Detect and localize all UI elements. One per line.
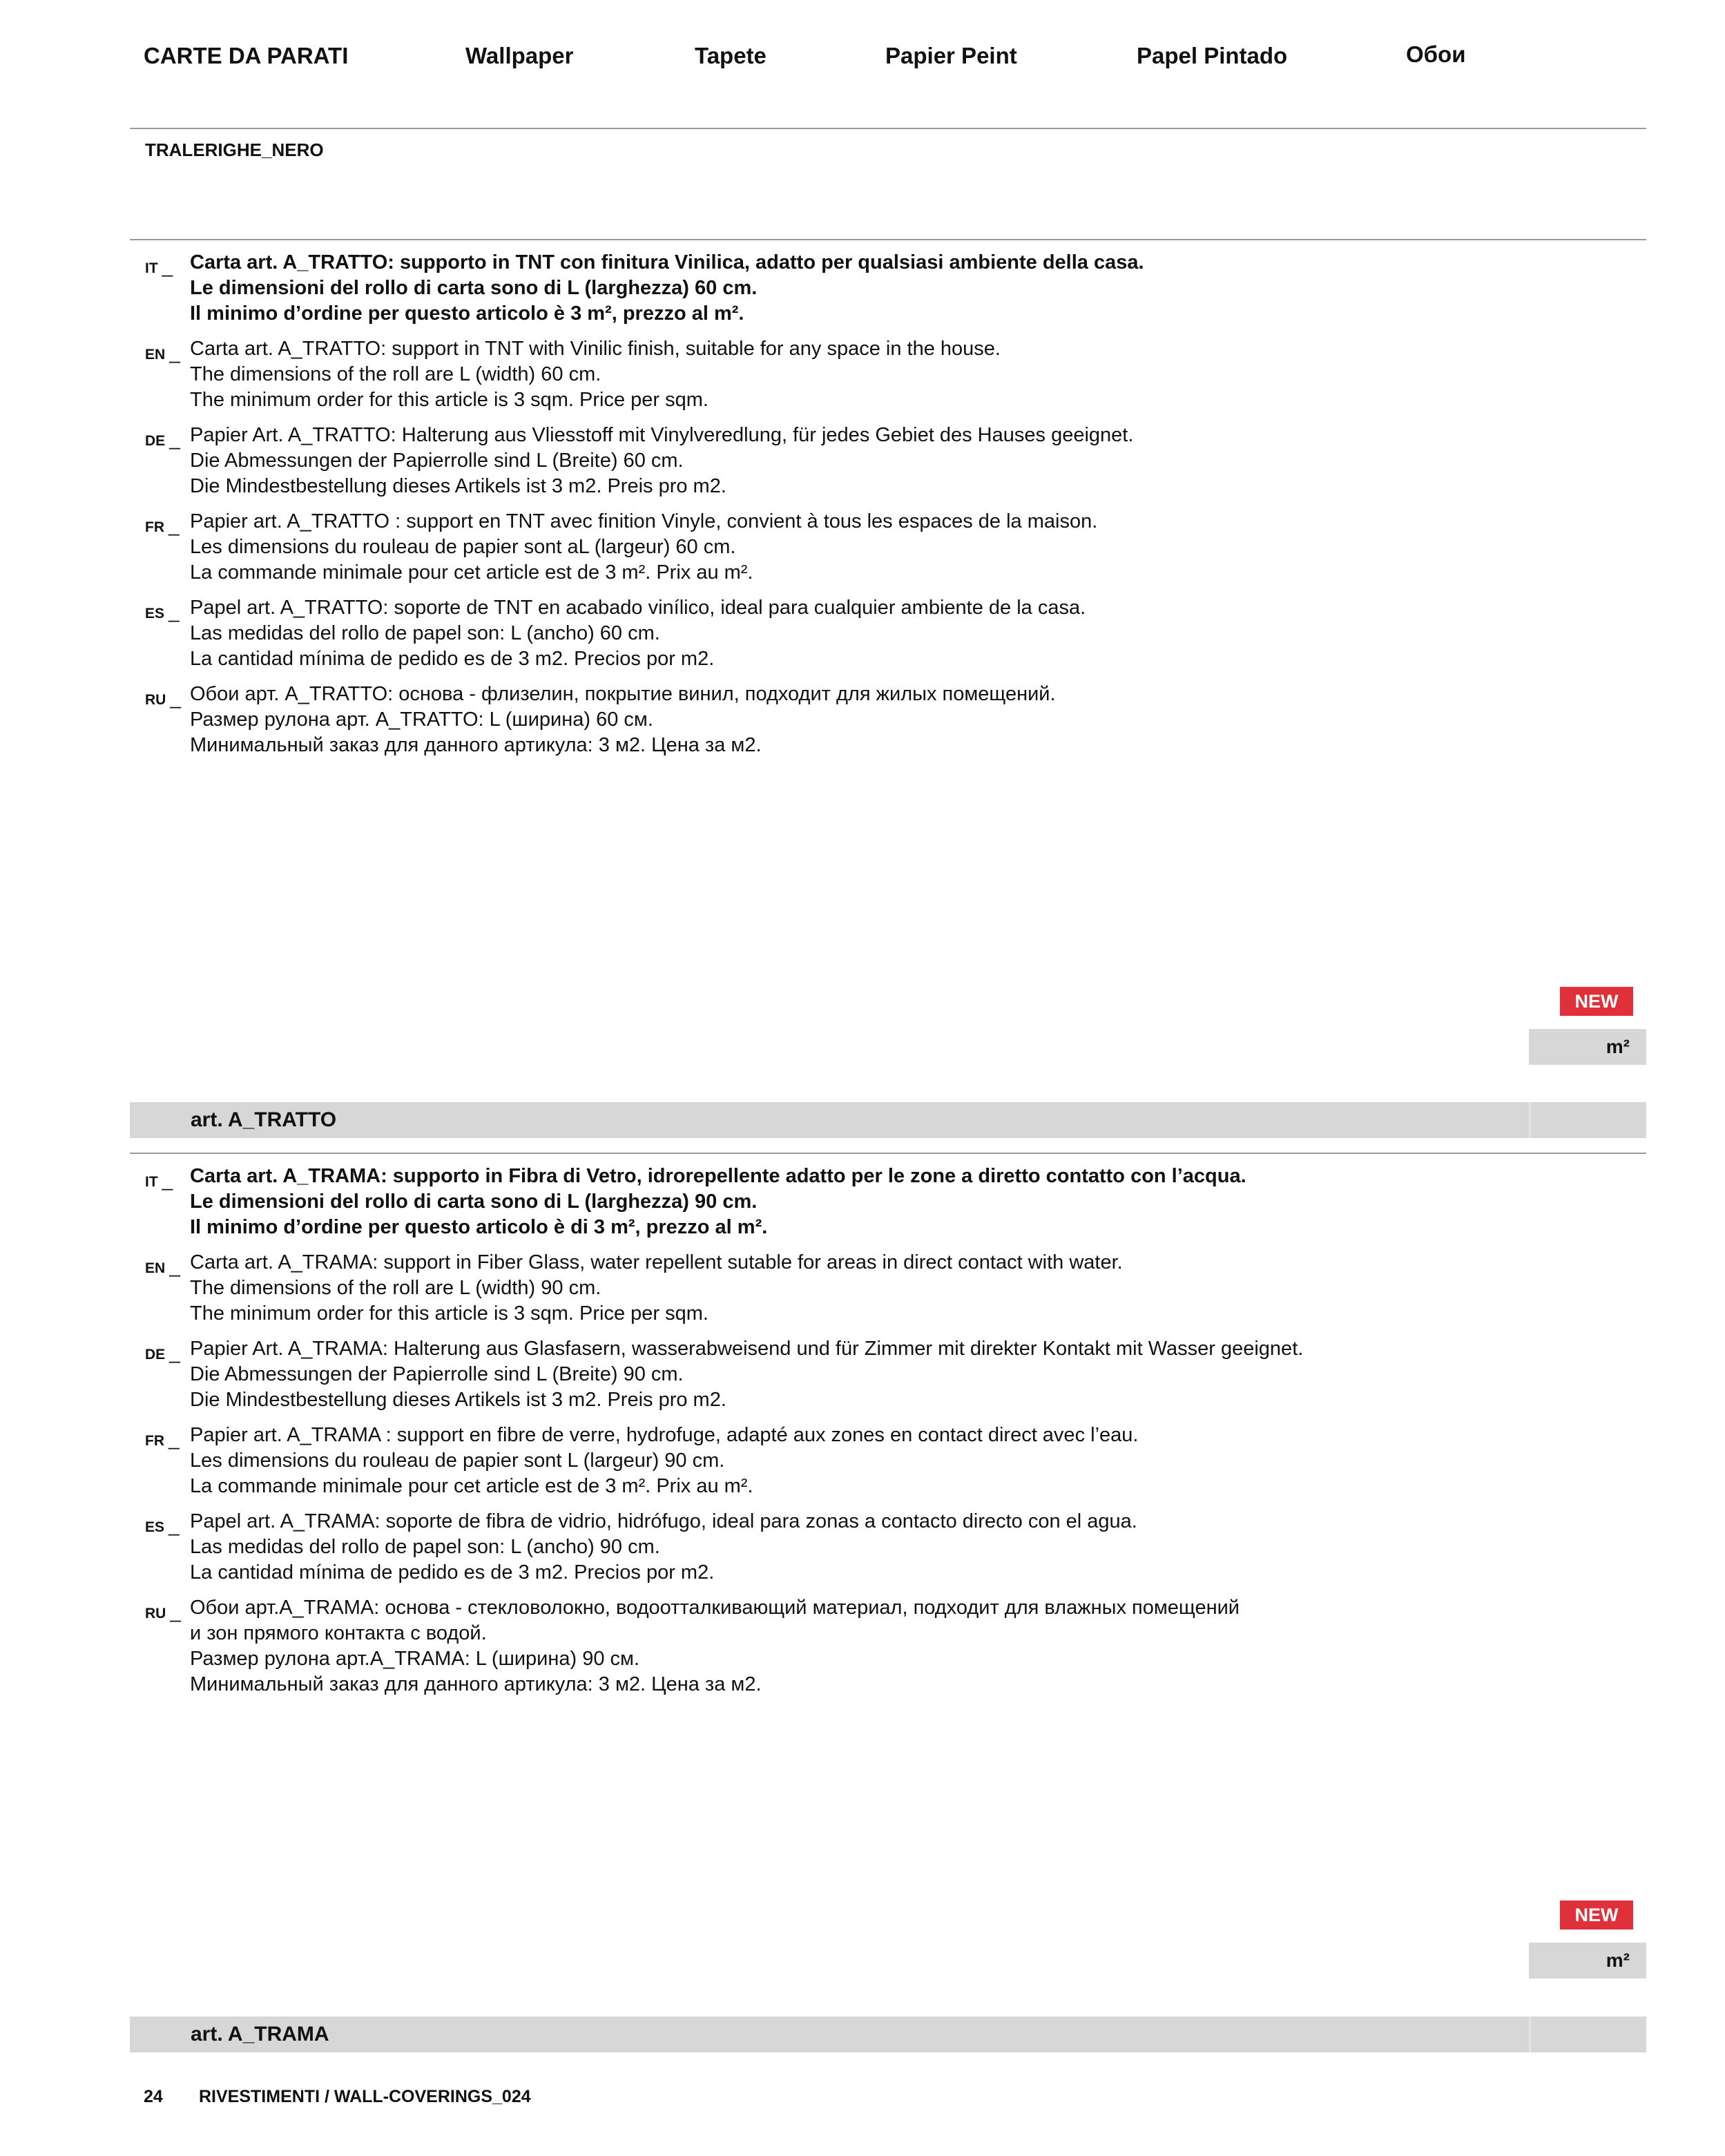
desc-line: Обои арт. A_TRATTO: основа - флизелин, покрытие винил, подходит для жилых помещений.: [190, 683, 1056, 705]
bar-separator: [1529, 2017, 1531, 2052]
desc-line: Carta art. A_TRATTO: supporto in TNT con finitura Vinilica, adatto per qualsiasi ambiente della casa.: [190, 251, 1144, 273]
lang-code: ES: [145, 606, 165, 622]
desc-es: ES _ Papel art. A_TRATTO: soporte de TNT en acabado vinílico, ideal para cualquier ambiente de la casa. Las medidas del rollo de papel son: L (ancho) 60 cm. La cantidad mínima de pedido es de 3 m2. Precios por m2.: [145, 595, 1595, 672]
desc-line: Минимальный заказ для данного артикула: 3 м2. Цена за м2.: [190, 734, 762, 756]
lang-code: EN: [145, 347, 166, 363]
bar-separator: [1529, 1102, 1531, 1138]
lang-code: RU: [145, 692, 166, 708]
header-es: Papel Pintado: [1137, 43, 1288, 68]
desc-line: Il minimo d’ordine per questo articolo è di 3 m², prezzo al m².: [190, 1216, 768, 1238]
desc-line: и зон прямого контакта с водой.: [190, 1622, 487, 1644]
desc-line: Papel art. A_TRAMA: soporte de fibra de vidrio, hidrófugo, ideal para zonas a contacto directo con el agua.: [190, 1510, 1137, 1532]
desc-line: La cantidad mínima de pedido es de 3 m2. Precios por m2.: [190, 1561, 715, 1584]
desc-line: Les dimensions du rouleau de papier sont aL (largeur) 60 cm.: [190, 536, 736, 558]
lang-code: DE: [145, 1347, 166, 1363]
header-divider: [130, 128, 1646, 129]
desc-line: Papier Art. A_TRATTO: Halterung aus Vliesstoff mit Vinylveredlung, für jedes Gebiet des Hauses geeignet.: [190, 424, 1134, 446]
desc-line: Papier Art. A_TRAMA: Halterung aus Glasfasern, wasserabweisend und für Zimmer mit direkter Kontakt mit Wasser geeignet.: [190, 1338, 1304, 1360]
desc-line: The dimensions of the roll are L (width) 60 cm.: [190, 363, 601, 385]
desc-line: Обои арт.A_TRAMA: основа - стекловолокно, водоотталкивающий материал, подходит для влажных помещений: [190, 1597, 1240, 1619]
desc-en: EN _ Carta art. A_TRATTO: support in TNT with Vinilic finish, suitable for any space in the house. The dimensions of the roll are L (width) 60 cm. The minimum order for this article is 3 sqm. Price per sqm.: [145, 336, 1595, 413]
desc-line: Минимальный заказ для данного артикула: 3 м2. Цена за м2.: [190, 1673, 762, 1695]
desc-line: Le dimensioni del rollo di carta sono di L (larghezza) 60 cm.: [190, 277, 758, 299]
lang-code: IT: [145, 260, 158, 276]
desc-line: Les dimensions du rouleau de papier sont L (largeur) 90 cm.: [190, 1450, 725, 1472]
desc-line: Die Abmessungen der Papierrolle sind L (Breite) 60 cm.: [190, 450, 684, 472]
desc-line: Die Abmessungen der Papierrolle sind L (Breite) 90 cm.: [190, 1363, 684, 1385]
desc-line: Размер рулона арт.A_TRAMA: L (ширина) 90 см.: [190, 1648, 640, 1670]
article-name: art. A_TRAMA: [191, 2023, 329, 2046]
section-divider: [130, 239, 1646, 240]
desc-en: EN _ Carta art. A_TRAMA: support in Fiber Glass, water repellent sutable for areas in direct contact with water. The dimensions of the roll are L (width) 90 cm. The minimum order for this article is 3 sqm. Price per sqm.: [145, 1250, 1595, 1327]
desc-line: The minimum order for this article is 3 sqm. Price per sqm.: [190, 389, 709, 411]
article-bar-tratto: [130, 1102, 1646, 1138]
desc-es: ES _ Papel art. A_TRAMA: soporte de fibra de vidrio, hidrófugo, ideal para zonas a contacto directo con el agua. Las medidas del rollo de papel son: L (ancho) 90 cm. La cantidad mínima de pedido es de 3 m2. Precios por m2.: [145, 1509, 1595, 1586]
collection-name: TRALERIGHE_NERO: [145, 139, 324, 160]
desc-line: Papel art. A_TRATTO: soporte de TNT en acabado vinílico, ideal para cualquier ambiente de la casa.: [190, 597, 1086, 619]
unit-box: m²: [1529, 1029, 1646, 1065]
desc-line: Papier art. A_TRATTO : support en TNT avec finition Vinyle, convient à tous les espaces de la maison.: [190, 510, 1098, 532]
article-name: art. A_TRATTO: [191, 1108, 337, 1131]
desc-line: Размер рулона арт. A_TRATTO: L (ширина) 60 см.: [190, 709, 653, 731]
article-bar-trama: [130, 2017, 1646, 2052]
desc-line: Las medidas del rollo de papel son: L (ancho) 90 cm.: [190, 1536, 660, 1558]
desc-line: The dimensions of the roll are L (width) 90 cm.: [190, 1277, 601, 1299]
desc-ru: RU _ Обои арт.A_TRAMA: основа - стекловолокно, водоотталкивающий материал, подходит для влажных помещений и зон прямого контакта с водой. Размер рулона арт.A_TRAMA: L (ширина) 90 см. Минимальный заказ для данного артикула: 3 м2. Цена за м2.: [145, 1595, 1595, 1697]
lang-code: IT: [145, 1174, 158, 1190]
header-en: Wallpaper: [465, 43, 574, 68]
desc-de: DE _ Papier Art. A_TRAMA: Halterung aus Glasfasern, wasserabweisend und für Zimmer mit direkter Kontakt mit Wasser geeignet. Die Abmessungen der Papierrolle sind L (Breite) 90 cm. Die Mindestbestellung dieses Artikels ist 3 m2. Preis pro m2.: [145, 1336, 1595, 1413]
section-divider: [130, 1153, 1646, 1154]
desc-line: Carta art. A_TRAMA: support in Fiber Glass, water repellent sutable for areas in direct contact with water.: [190, 1251, 1123, 1273]
header-it: CARTE DA PARATI: [144, 43, 349, 68]
desc-line: La commande minimale pour cet article est de 3 m². Prix au m².: [190, 1475, 753, 1497]
header-ru: Обои: [1406, 41, 1466, 67]
desc-line: Papier art. A_TRAMA : support en fibre de verre, hydrofuge, adapté aux zones en contact direct avec l’eau.: [190, 1424, 1139, 1446]
desc-line: Carta art. A_TRATTO: support in TNT with Vinilic finish, suitable for any space in the house.: [190, 338, 1001, 360]
footer-label: RIVESTIMENTI / WALL-COVERINGS_024: [199, 2087, 531, 2106]
header-de: Tapete: [695, 43, 767, 68]
unit-box: m²: [1529, 1943, 1646, 1979]
desc-fr: FR _ Papier art. A_TRAMA : support en fibre de verre, hydrofuge, adapté aux zones en contact direct avec l’eau. Les dimensions du rouleau de papier sont L (largeur) 90 cm. La commande minimale pour cet article est de 3 m². Prix au m².: [145, 1423, 1595, 1499]
desc-line: Carta art. A_TRAMA: supporto in Fibra di Vetro, idrorepellente adatto per le zone a diretto contatto con l’acqua.: [190, 1165, 1246, 1187]
desc-it: IT _ Carta art. A_TRAMA: supporto in Fibra di Vetro, idrorepellente adatto per le zone a diretto contatto con l’acqua. Le dimensioni del rollo di carta sono di L (larghezza) 90 cm. Il minimo d’ordine per questo articolo è di 3 m², prezzo al m².: [145, 1164, 1595, 1240]
desc-fr: FR _ Papier art. A_TRATTO : support en TNT avec finition Vinyle, convient à tous les espaces de la maison. Les dimensions du rouleau de papier sont aL (largeur) 60 cm. La commande minimale pour cet article est de 3 m². Prix au m².: [145, 509, 1595, 586]
description-block-tratto: [145, 250, 1595, 768]
lang-code: FR: [145, 1433, 164, 1449]
desc-line: La cantidad mínima de pedido es de 3 m2. Precios por m2.: [190, 648, 715, 670]
desc-line: The minimum order for this article is 3 sqm. Price per sqm.: [190, 1302, 709, 1325]
desc-de: DE _ Papier Art. A_TRATTO: Halterung aus Vliesstoff mit Vinylveredlung, für jedes Gebiet des Hauses geeignet. Die Abmessungen der Papierrolle sind L (Breite) 60 cm. Die Mindestbestellung dieses Artikels ist 3 m2. Preis pro m2.: [145, 423, 1595, 499]
desc-line: Die Mindestbestellung dieses Artikels ist 3 m2. Preis pro m2.: [190, 475, 726, 497]
lang-code: FR: [145, 519, 164, 535]
new-badge: NEW: [1560, 987, 1633, 1016]
header-fr: Papier Peint: [885, 43, 1017, 68]
desc-line: La commande minimale pour cet article est de 3 m². Prix au m².: [190, 561, 753, 584]
desc-line: Die Mindestbestellung dieses Artikels ist 3 m2. Preis pro m2.: [190, 1389, 726, 1411]
description-block-trama: [145, 1164, 1595, 1707]
desc-line: Il minimo d’ordine per questo articolo è 3 m², prezzo al m².: [190, 302, 744, 325]
lang-code: RU: [145, 1606, 166, 1621]
page-number: 24: [144, 2087, 163, 2106]
desc-line: Le dimensioni del rollo di carta sono di L (larghezza) 90 cm.: [190, 1191, 758, 1213]
lang-code: EN: [145, 1260, 166, 1276]
lang-code: ES: [145, 1519, 165, 1535]
desc-line: Las medidas del rollo de papel son: L (ancho) 60 cm.: [190, 622, 660, 644]
lang-code: DE: [145, 433, 166, 449]
desc-it: IT _ Carta art. A_TRATTO: supporto in TNT con finitura Vinilica, adatto per qualsiasi ambiente della casa. Le dimensioni del rollo di carta sono di L (larghezza) 60 cm. Il minimo d’ordine per questo articolo è 3 m², prezzo al m².: [145, 250, 1595, 327]
desc-ru: RU _ Обои арт. A_TRATTO: основа - флизелин, покрытие винил, подходит для жилых помещений. Размер рулона арт. A_TRATTO: L (ширина) 60 см. Минимальный заказ для данного артикула: 3 м2. Цена за м2.: [145, 682, 1595, 758]
new-badge: NEW: [1560, 1900, 1633, 1929]
